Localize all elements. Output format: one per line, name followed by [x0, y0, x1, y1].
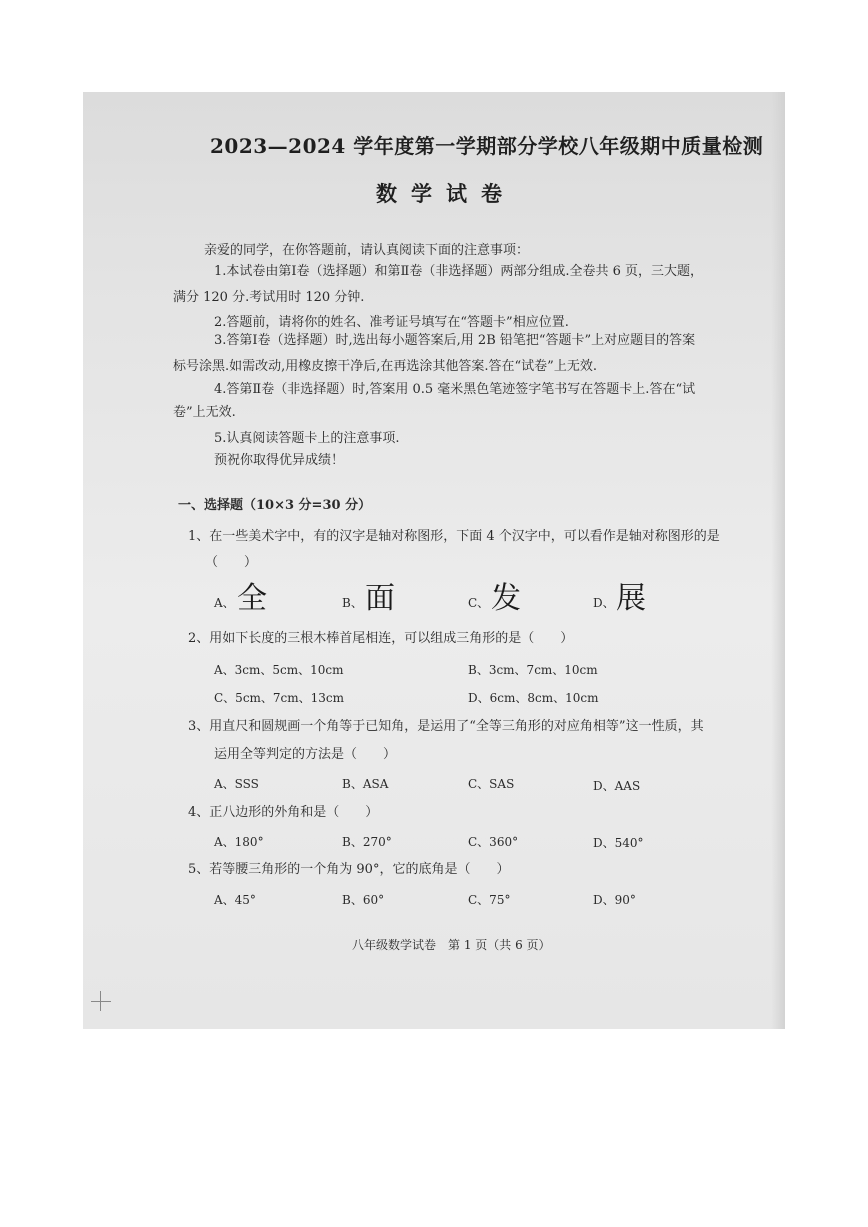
exam-subtitle: 数学试卷: [376, 181, 516, 206]
notice-item-3-line-1: 3.答第Ⅰ卷（选择题）时,选出每小题答案后,用 2B 铅笔把“答题卡”上对应题目的答案: [214, 333, 696, 348]
exam-title: 2023—2024 学年度第一学期部分学校八年级期中质量检测: [210, 134, 764, 158]
q2-option-c: C、5cm、7cm、13cm: [214, 691, 345, 705]
q3-stem-line-2: 运用全等判定的方法是（ ）: [214, 747, 397, 762]
q1-stem-line-2: （ ）: [205, 555, 258, 570]
q5-option-d: D、90°: [593, 893, 636, 907]
notice-item-5: 5.认真阅读答题卡上的注意事项.: [214, 431, 400, 446]
q1-option-a-label: A、: [214, 596, 235, 610]
notice-wish: 预祝你取得优异成绩！: [214, 453, 345, 468]
q1-option-b-label: B、: [342, 596, 363, 610]
notice-item-1-line-2: 满分 120 分.考试用时 120 分钟.: [173, 290, 365, 305]
notice-item-1-line-1: 1.本试卷由第Ⅰ卷（选择题）和第Ⅱ卷（非选择题）两部分组成.全卷共 6 页，三大题，: [214, 264, 704, 279]
q4-option-c: C、360°: [468, 835, 519, 849]
q5-option-c: C、75°: [468, 893, 511, 907]
q2-option-a: A、3cm、5cm、10cm: [214, 663, 344, 677]
notice-item-4-line-2: 卷”上无效.: [173, 405, 236, 420]
q4-option-b: B、270°: [342, 835, 392, 849]
q5-option-b: B、60°: [342, 893, 385, 907]
notice-item-2: 2.答题前，请将你的姓名、准考证号填写在“答题卡”相应位置.: [214, 315, 569, 330]
crop-mark: [91, 991, 111, 1011]
q1-stem-line-1: 1、在一些美术字中，有的汉字是轴对称图形，下面 4 个汉字中，可以看作是轴对称图形的是: [188, 529, 720, 544]
q3-option-a: A、SSS: [214, 777, 259, 791]
q1-option-c-label: C、: [468, 596, 490, 610]
q4-stem: 4、正八边形的外角和是（ ）: [188, 805, 379, 820]
q4-option-d: D、540°: [593, 836, 644, 850]
page-footer: 八年级数学试卷 第 1 页（共 6 页）: [352, 938, 551, 952]
q1-option-a-char: 全: [237, 581, 267, 616]
q4-option-a: A、180°: [214, 835, 264, 849]
notice-item-3-line-2: 标号涂黑.如需改动,用橡皮擦干净后,在再选涂其他答案.答在“试卷”上无效.: [173, 359, 597, 374]
q3-option-c: C、SAS: [468, 777, 515, 791]
q2-option-b: B、3cm、7cm、10cm: [468, 663, 598, 677]
q3-option-b: B、ASA: [342, 777, 389, 791]
q2-stem: 2、用如下长度的三根木棒首尾相连，可以组成三角形的是（ ）: [188, 631, 574, 646]
notice-item-4-line-1: 4.答第Ⅱ卷（非选择题）时,答案用 0.5 毫米黑色笔迹签字笔书写在答题卡上.答在“试: [214, 382, 696, 397]
q5-option-a: A、45°: [214, 893, 256, 907]
q2-option-d: D、6cm、8cm、10cm: [468, 691, 599, 705]
paper-edge-shadow: [771, 92, 785, 1029]
q1-option-c-char: 发: [491, 581, 521, 616]
q1-option-d-label: D、: [593, 596, 615, 610]
q1-option-d-char: 展: [616, 581, 646, 616]
q1-option-b-char: 面: [365, 581, 395, 616]
q5-stem: 5、若等腰三角形的一个角为 90°，它的底角是（ ）: [188, 862, 510, 877]
exam-page-photo: [83, 92, 785, 1029]
q3-option-d: D、AAS: [593, 779, 641, 793]
notice-greeting: 亲爱的同学，在你答题前，请认真阅读下面的注意事项：: [204, 243, 530, 258]
q3-stem-line-1: 3、用直尺和圆规画一个角等于已知角，是运用了“全等三角形的对应角相等”这一性质，其: [188, 719, 704, 734]
section-heading: 一、选择题（10×3 分=30 分）: [178, 498, 372, 513]
